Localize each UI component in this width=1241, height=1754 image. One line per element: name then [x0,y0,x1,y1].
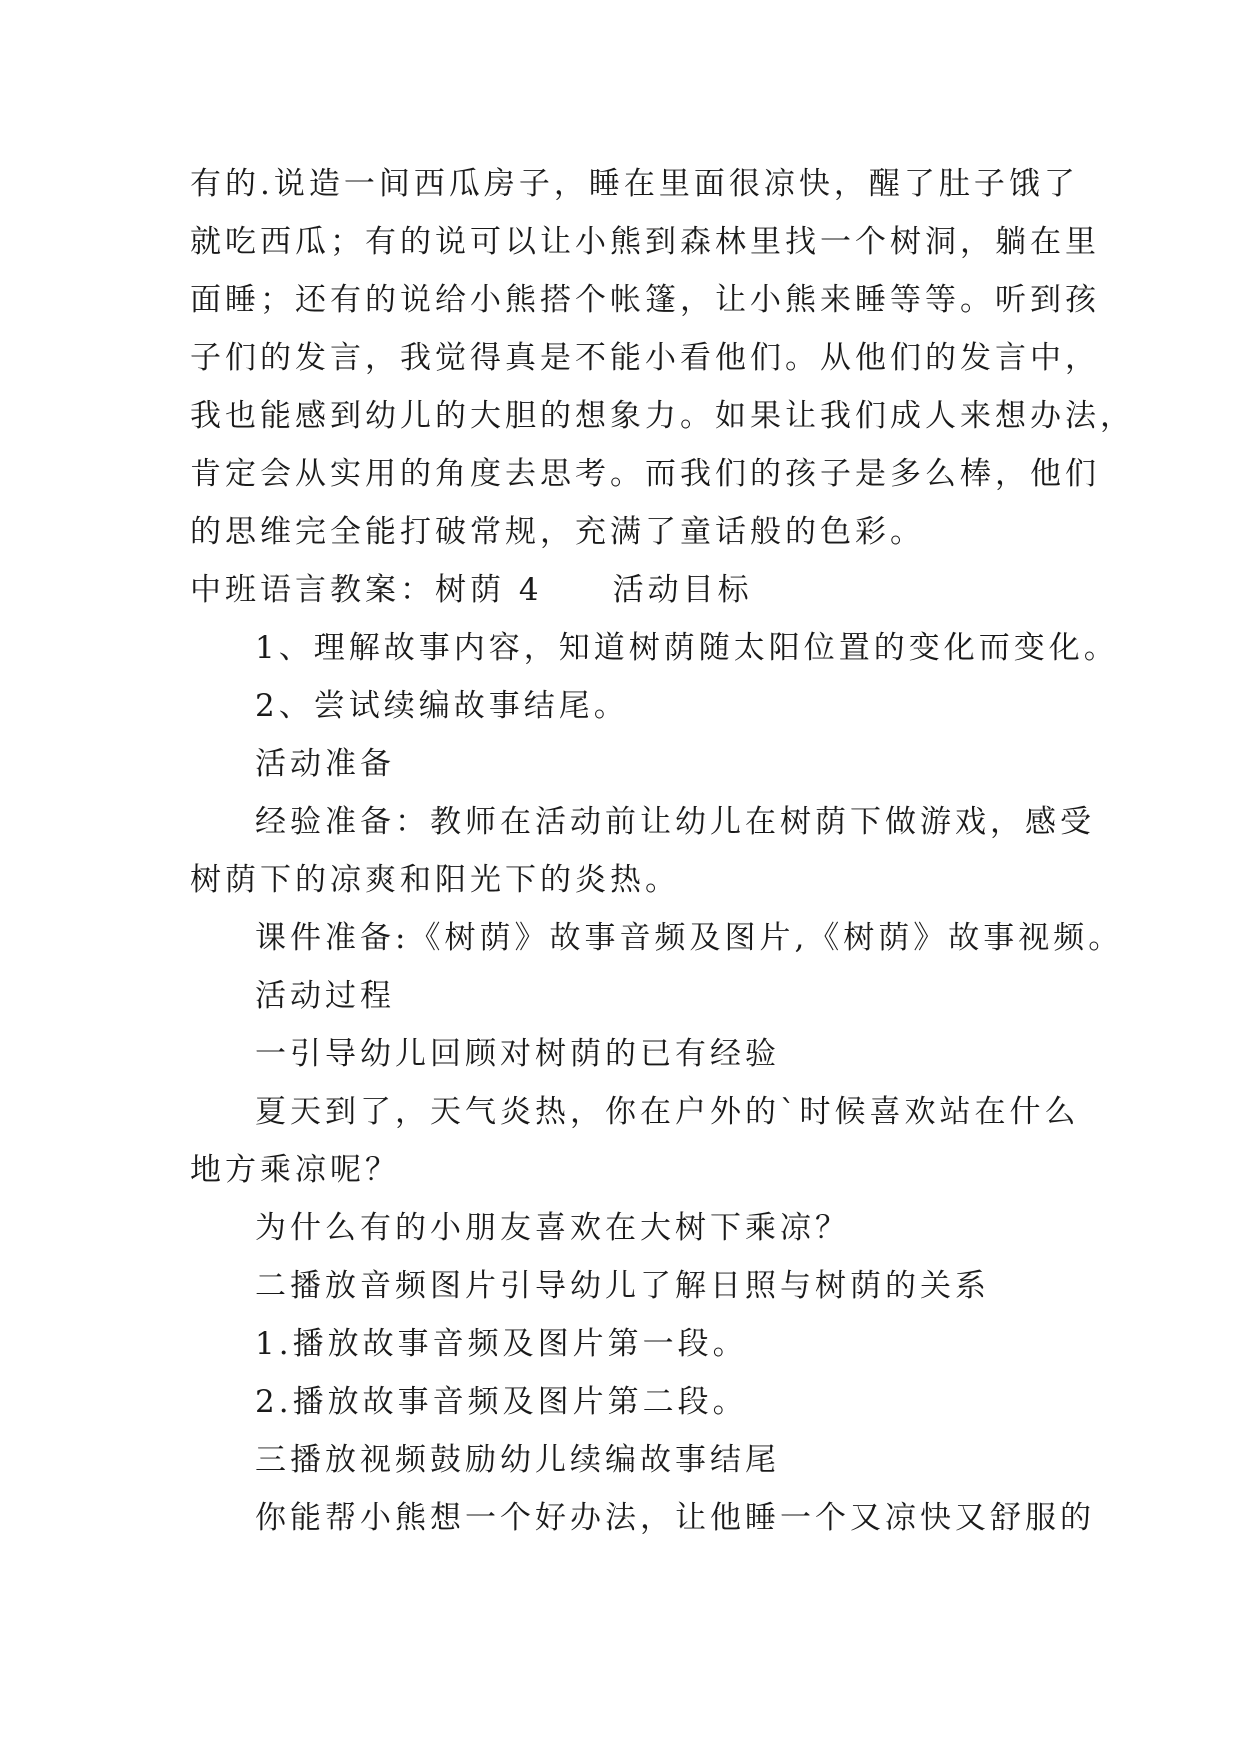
paragraph-line: 为什么有的小朋友喜欢在大树下乘凉？ [255,1210,850,1246]
goal-item: 1、理解故事内容，知道树荫随太阳位置的变化而变化。 [255,630,1119,666]
subheading: 活动过程 [255,978,395,1014]
step-heading: 三播放视频鼓励幼儿续编故事结尾 [255,1442,780,1478]
paragraph-line: 我也能感到幼儿的大胆的想象力。如果让我们成人来想办法， [190,398,1135,434]
subheading: 活动准备 [255,746,395,782]
paragraph-line: 有的.说造一间西瓜房子，睡在里面很凉快，醒了肚子饿了 [190,166,1079,202]
paragraph-line: 子们的发言，我觉得真是不能小看他们。从他们的发言中， [190,340,1100,376]
paragraph-line: 就吃西瓜；有的说可以让小熊到森林里找一个树洞，躺在里 [190,224,1100,260]
paragraph-line: 肯定会从实用的角度去思考。而我们的孩子是多么棒，他们 [190,456,1100,492]
goal-item: 2、尝试续编故事结尾。 [255,688,629,724]
paragraph-line: 你能帮小熊想一个好办法，让他睡一个又凉快又舒服的 [255,1500,1095,1536]
paragraph-line: 经验准备：教师在活动前让幼儿在树荫下做游戏，感受 [255,804,1095,840]
paragraph-line: 地方乘凉呢？ [190,1152,400,1188]
section-heading: 中班语言教案：树荫 4 活动目标 [190,572,753,608]
step-item: 1.播放故事音频及图片第一段。 [255,1326,748,1362]
paragraph-line: 夏天到了，天气炎热，你在户外的`时候喜欢站在什么 [255,1094,1080,1130]
paragraph-line: 树荫下的凉爽和阳光下的炎热。 [190,862,680,898]
step-heading: 二播放音频图片引导幼儿了解日照与树荫的关系 [255,1268,990,1304]
paragraph-line: 的思维完全能打破常规，充满了童话般的色彩。 [190,514,925,550]
step-item: 2.播放故事音频及图片第二段。 [255,1384,748,1420]
paragraph-line: 课件准备:《树荫》故事音频及图片,《树荫》故事视频。 [255,920,1124,956]
paragraph-line: 面睡；还有的说给小熊搭个帐篷，让小熊来睡等等。听到孩 [190,282,1100,318]
step-heading: 一引导幼儿回顾对树荫的已有经验 [255,1036,780,1072]
